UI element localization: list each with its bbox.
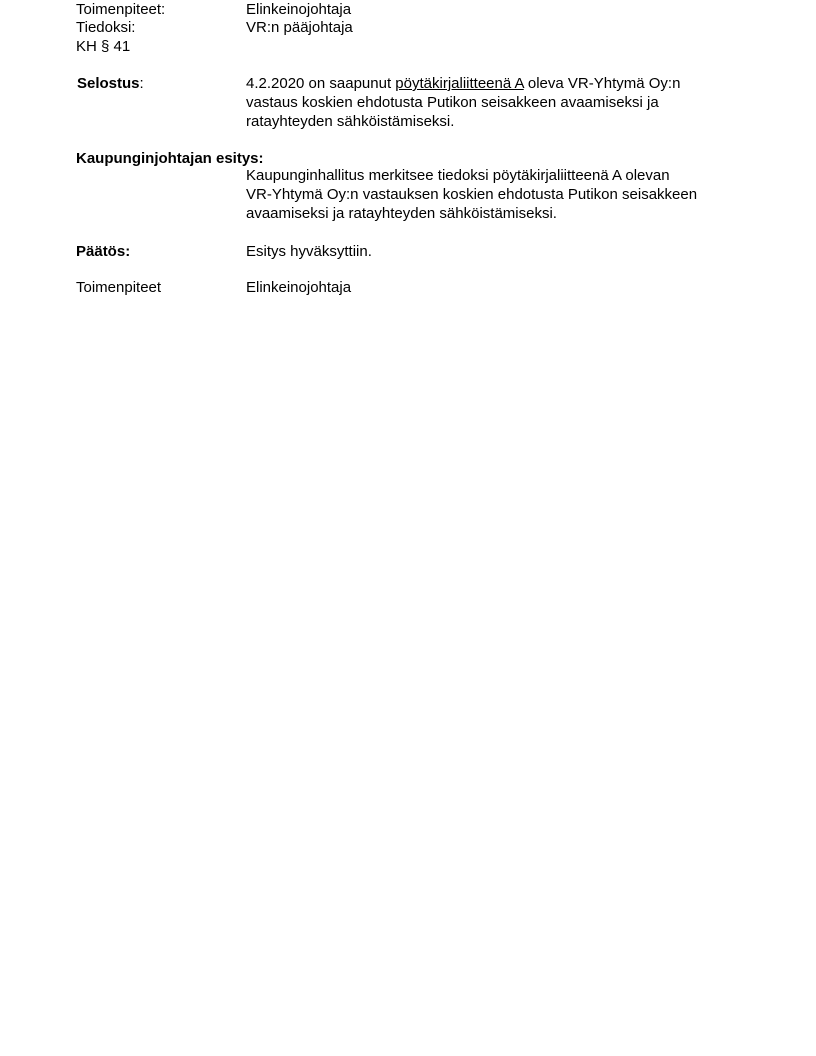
toimenpiteet-footer-label: Toimenpiteet (76, 279, 162, 296)
selostus-line-3: ratayhteyden sähköistämiseksi. (246, 113, 455, 130)
selostus-label: Selostus (77, 75, 140, 92)
selostus-line-1 (246, 74, 680, 93)
toimenpiteet-value: Elinkeinojohtaja (246, 1, 352, 18)
attachment-link[interactable]: pöytäkirjaliitteenä A (395, 75, 524, 92)
tiedoksi-value: VR:n pääjohtaja (246, 19, 353, 36)
esitys-heading: Kaupunginjohtajan esitys: (76, 150, 264, 167)
selostus-colon: : (139, 75, 144, 92)
esitys-line-1: Kaupunginhallitus merkitsee tiedoksi pöytäkirjaliitteenä A olevan (246, 167, 670, 184)
selostus-line-1-end: oleva VR-Yhtymä Oy:n (523, 75, 681, 92)
section-reference: KH § 41 (76, 38, 131, 55)
selostus-heading (77, 74, 144, 93)
toimenpiteet-footer-value: Elinkeinojohtaja (246, 279, 352, 296)
selostus-line-2: vastaus koskien ehdotusta Putikon seisakkeen avaamiseksi ja (246, 94, 659, 111)
toimenpiteet-label: Toimenpiteet: (76, 1, 166, 18)
paatos-value: Esitys hyväksyttiin. (246, 243, 372, 260)
paatos-label: Päätös: (76, 243, 131, 260)
selostus-line-1-start: 4.2.2020 on saapunut (246, 75, 396, 92)
esitys-line-2: VR-Yhtymä Oy:n vastauksen koskien ehdotusta Putikon seisakkeen (246, 186, 698, 203)
esitys-line-3: avaamiseksi ja ratayhteyden sähköistämiseksi. (246, 205, 557, 222)
tiedoksi-label: Tiedoksi: (76, 19, 136, 36)
